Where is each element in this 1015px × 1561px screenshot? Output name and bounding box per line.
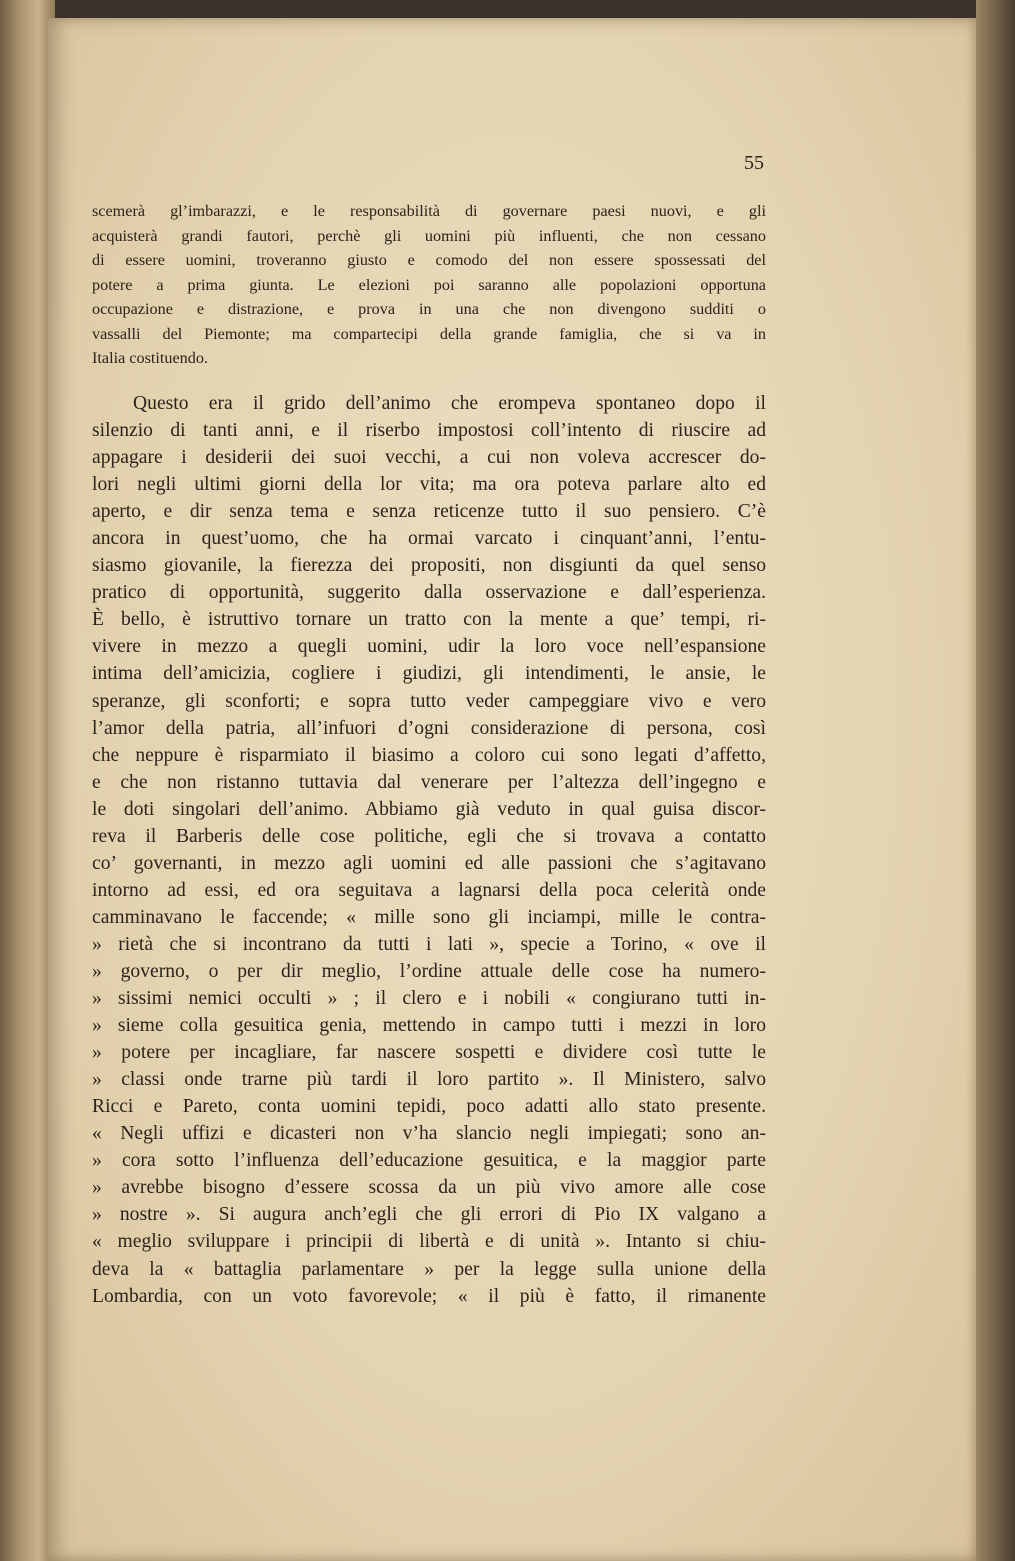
text-line: » potere per incagliare, far nascere sospetti e dividere così tutte le xyxy=(92,1042,766,1064)
text-line: Ricci e Pareto, conta uomini tepidi, poco adatti allo stato presente. xyxy=(92,1096,766,1118)
text-line: » governo, o per dir meglio, l’ordine attuale delle cose ha numero- xyxy=(92,960,766,982)
text-line: camminavano le faccende; « mille sono gli inciampi, mille le contra- xyxy=(92,906,766,928)
adjacent-page-edge xyxy=(0,0,55,1561)
text-line: l’amor della patria, all’infuori d’ogni considerazione di persona, così xyxy=(92,717,766,739)
text-line: lori negli ultimi giorni della lor vita; ma ora poteva parlare alto ed xyxy=(92,474,766,496)
text-line: co’ governanti, in mezzo agli uomini ed alle passioni che s’agitavano xyxy=(92,852,766,874)
text-line: Italia costituendo. xyxy=(92,349,208,367)
text-line: vivere in mezzo a quegli uomini, udir la loro voce nell’espansione xyxy=(92,636,766,658)
text-line: ancora in quest’uomo, che ha ormai varcato i cinquant’anni, l’entu- xyxy=(92,528,766,550)
text-line: » sissimi nemici occulti » ; il clero e i nobili « congiurano tutti in- xyxy=(92,988,766,1010)
text-line: che neppure è risparmiato il biasimo a coloro cui sono legati d’affetto, xyxy=(92,744,766,766)
text-line: » sieme colla gesuitica genia, mettendo in campo tutti i mezzi in loro xyxy=(92,1015,766,1037)
text-line: È bello, è istruttivo tornare un tratto con la mente a que’ tempi, ri- xyxy=(92,609,766,631)
text-line: acquisterà grandi fautori, perchè gli uomini più influenti, che non cessano xyxy=(92,226,766,245)
paragraph-quoted-letter xyxy=(92,199,766,371)
text-line: silenzio di tanti anni, e il riserbo impostosi coll’intento di riuscire ad xyxy=(92,420,766,442)
text-line: potere a prima giunta. Le elezioni poi saranno alle popolazioni opportuna xyxy=(92,275,766,294)
text-line: intorno ad essi, ed ora seguitava a lagnarsi della poca celerità onde xyxy=(92,879,766,901)
text-line: » rietà che si incontrano da tutti i lati », specie a Torino, « ove il xyxy=(92,933,766,955)
text-line: di essere uomini, troveranno giusto e comodo del non essere spossessati del xyxy=(92,251,766,269)
text-line: speranze, gli sconforti; e sopra tutto veder campeggiare vivo e vero xyxy=(92,690,766,712)
text-line: Questo era il grido dell’animo che erompeva spontaneo dopo il xyxy=(133,393,766,414)
text-line: occupazione e distrazione, e prova in una che non divengono sudditi o xyxy=(92,300,766,318)
text-line: siasmo giovanile, la fierezza dei propositi, non disgiunti da quel senso xyxy=(92,555,766,577)
text-line: deva la « battaglia parlamentare » per la legge sulla unione della xyxy=(92,1258,766,1280)
text-line: » classi onde trarne più tardi il loro partito ». Il Ministero, salvo xyxy=(92,1069,766,1091)
text-line: le doti singolari dell’animo. Abbiamo già veduto in qual guisa discor- xyxy=(92,798,766,820)
text-line: » nostre ». Si augura anch’egli che gli errori di Pio IX valgano a xyxy=(92,1204,766,1226)
text-line: » cora sotto l’influenza dell’educazione gesuitica, e la maggior parte xyxy=(92,1150,766,1172)
text-line: appagare i desiderii dei suoi vecchi, a cui non voleva accrescer do- xyxy=(92,447,766,469)
text-line: « meglio sviluppare i principii di libertà e di unità ». Intanto si chiu- xyxy=(92,1231,766,1253)
text-line: scemerà gl’imbarazzi, e le responsabilità di governare paesi nuovi, e gli xyxy=(92,202,766,220)
text-line: e che non ristanno tuttavia dal venerare per l’altezza dell’ingegno e xyxy=(92,771,766,793)
text-line: aperto, e dir senza tema e senza reticenze tutto il suo pensiero. C’è xyxy=(92,501,766,523)
page-right-edge xyxy=(976,0,1015,1561)
text-line: Lombardia, con un voto favorevole; « il più è fatto, il rimanente xyxy=(92,1285,766,1307)
text-line: intima dell’amicizia, cogliere i giudizi, gli intendimenti, le ansie, le xyxy=(92,663,766,685)
text-line: » avrebbe bisogno d’essere scossa da un più vivo amore alle cose xyxy=(92,1177,766,1199)
paragraph-main xyxy=(92,390,766,1310)
text-line: « Negli uffizi e dicasteri non v’ha slancio negli impiegati; sono an- xyxy=(92,1123,766,1145)
text-line: reva il Barberis delle cose politiche, egli che si trovava a contatto xyxy=(92,825,766,847)
text-line: pratico di opportunità, suggerito dalla osservazione e dall’esperienza. xyxy=(92,582,766,604)
page-number: 55 xyxy=(744,152,764,174)
text-line: vassalli del Piemonte; ma compartecipi della grande famiglia, che si va in xyxy=(92,324,766,343)
